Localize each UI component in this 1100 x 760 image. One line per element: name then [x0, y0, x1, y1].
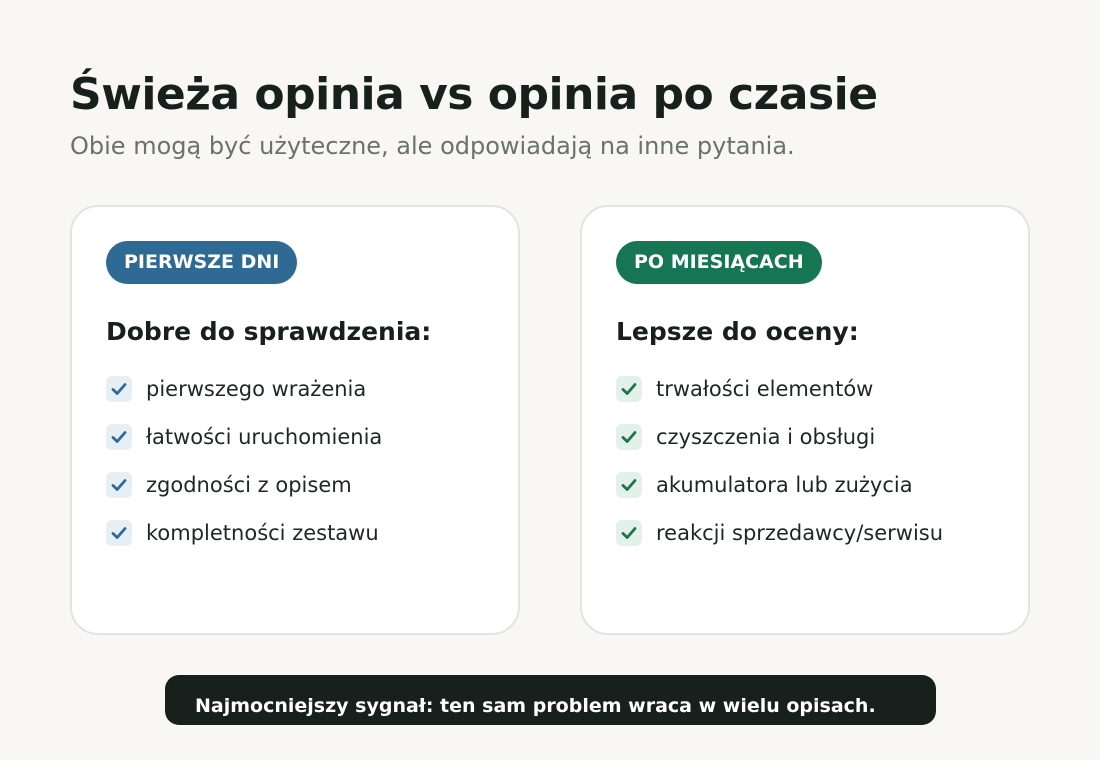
check-icon [616, 520, 642, 546]
check-list [616, 365, 943, 557]
footer-text: Najmocniejszy sygnał: ten sam problem wraca w wielu opisach. [195, 695, 876, 717]
list-item-label: reakcji sprzedawcy/serwisu [656, 521, 944, 545]
badge-after-months: PO MIESIĄCACH [616, 241, 822, 284]
list-item-label: czyszczenia i obsługi [656, 425, 876, 449]
page-title: Świeża opinia vs opinia po czasie [70, 69, 878, 120]
check-icon [106, 520, 132, 546]
list-item-label: kompletności zestawu [146, 521, 379, 545]
list-item [106, 413, 382, 461]
check-icon [616, 424, 642, 450]
list-item [616, 461, 943, 509]
list-item [106, 365, 382, 413]
list-item-label: pierwszego wrażenia [146, 377, 367, 401]
footer-callout [165, 675, 936, 725]
list-item [616, 365, 943, 413]
list-item-label: trwałości elementów [656, 377, 874, 401]
list-item-label: łatwości uruchomienia [146, 425, 383, 449]
check-icon [616, 376, 642, 402]
list-item-label: zgodności z opisem [146, 473, 352, 497]
check-icon [616, 472, 642, 498]
check-list [106, 365, 382, 557]
list-item [106, 461, 382, 509]
badge-first-days: PIERWSZE DNI [106, 241, 297, 284]
card-heading: Lepsze do oceny: [616, 317, 859, 346]
card-first-days [70, 205, 520, 635]
list-item [616, 413, 943, 461]
card-after-months [580, 205, 1030, 635]
card-heading: Dobre do sprawdzenia: [106, 317, 432, 346]
page-subtitle: Obie mogą być użyteczne, ale odpowiadają na inne pytania. [70, 132, 795, 160]
check-icon [106, 472, 132, 498]
check-icon [106, 376, 132, 402]
list-item [616, 509, 943, 557]
list-item-label: akumulatora lub zużycia [656, 473, 913, 497]
list-item [106, 509, 382, 557]
check-icon [106, 424, 132, 450]
